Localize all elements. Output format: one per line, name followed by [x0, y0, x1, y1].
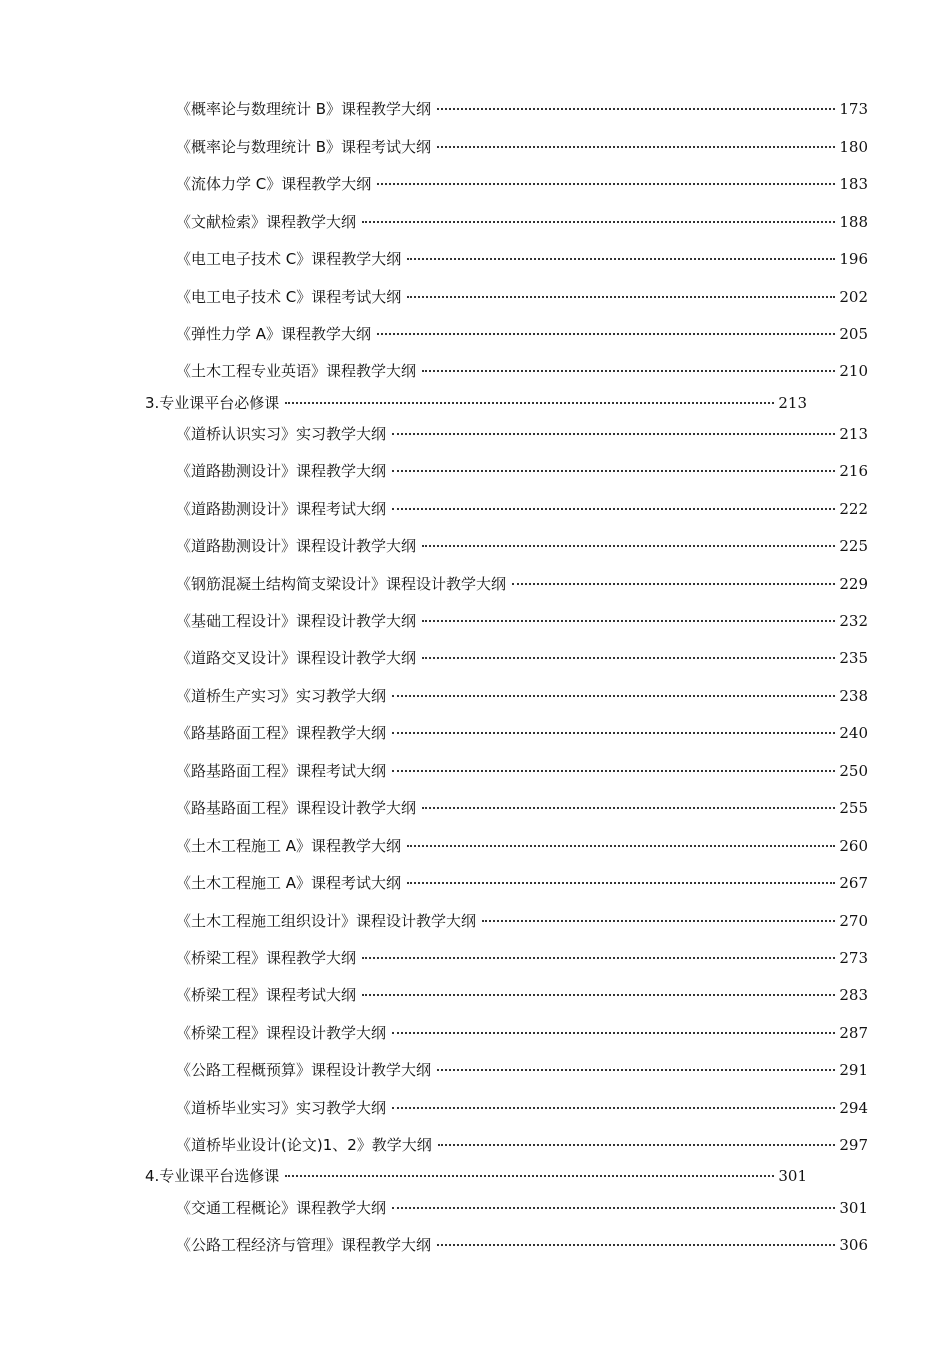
toc-entry-title: 《道桥毕业设计(论文)1、2》教学大纲: [176, 1136, 432, 1154]
toc-entry[interactable]: [176, 137, 868, 157]
toc-entry-page: 270: [839, 912, 868, 930]
dot-leader: [437, 1069, 835, 1071]
dot-leader: [392, 770, 835, 772]
toc-entry-page: 294: [839, 1099, 868, 1117]
toc-entry[interactable]: [176, 948, 868, 968]
toc-entry[interactable]: [176, 761, 868, 781]
toc-entry-title: 《公路工程经济与管理》课程教学大纲: [176, 1236, 432, 1254]
toc-entry[interactable]: [176, 536, 868, 556]
dot-leader: [392, 1032, 835, 1034]
toc-section-page: 213: [778, 394, 807, 412]
toc-entry-title: 《路基路面工程》课程考试大纲: [176, 762, 387, 780]
toc-entry[interactable]: [176, 798, 868, 818]
toc-entry[interactable]: [176, 686, 868, 706]
dot-leader: [422, 620, 835, 622]
toc-entry[interactable]: [176, 287, 868, 307]
toc-entry-page: 232: [839, 612, 868, 630]
toc-entry-page: 229: [839, 575, 868, 593]
toc-entry-title: 《桥梁工程》课程考试大纲: [176, 986, 357, 1004]
toc-entry-title: 《流体力学 C》课程教学大纲: [176, 175, 372, 193]
toc-entry[interactable]: [176, 648, 868, 668]
toc-entry-page: 235: [839, 649, 868, 667]
toc-entry[interactable]: [176, 873, 868, 893]
dot-leader: [422, 370, 835, 372]
toc-entry-page: 306: [839, 1236, 868, 1254]
dot-leader: [285, 402, 774, 404]
toc-entry-title: 《概率论与数理统计 B》课程考试大纲: [176, 138, 432, 156]
toc-entry-page: 250: [839, 762, 868, 780]
toc-entry-page: 180: [839, 138, 868, 156]
toc-entry-title: 《文献检索》课程教学大纲: [176, 213, 357, 231]
toc-entry-page: 267: [839, 874, 868, 892]
toc-entry-page: 283: [839, 986, 868, 1004]
toc-entry-title: 《道路交叉设计》课程设计教学大纲: [176, 649, 417, 667]
dot-leader: [377, 183, 835, 185]
toc-entry-title: 《弹性力学 A》课程教学大纲: [176, 325, 372, 343]
dot-leader: [407, 845, 835, 847]
toc-entry-title: 《道桥认识实习》实习教学大纲: [176, 425, 387, 443]
toc-entry-title: 《公路工程概预算》课程设计教学大纲: [176, 1061, 432, 1079]
dot-leader: [392, 470, 835, 472]
dot-leader: [285, 1175, 774, 1177]
toc-entry-page: 287: [839, 1024, 868, 1042]
toc-entry[interactable]: [176, 324, 868, 344]
dot-leader: [362, 957, 835, 959]
toc-entry-page: 205: [839, 325, 868, 343]
toc-entry-title: 《桥梁工程》课程教学大纲: [176, 949, 357, 967]
dot-leader: [392, 732, 835, 734]
toc-entry-title: 《交通工程概论》课程教学大纲: [176, 1199, 387, 1217]
toc-entry[interactable]: [176, 723, 868, 743]
toc-entry-title: 《土木工程专业英语》课程教学大纲: [176, 362, 417, 380]
toc-entry-title: 《道路勘测设计》课程教学大纲: [176, 462, 387, 480]
toc-entry-page: 260: [839, 837, 868, 855]
toc-section-title: 3.专业课平台必修课: [145, 394, 280, 412]
toc-entry[interactable]: [176, 1098, 868, 1118]
toc-entry-page: 202: [839, 288, 868, 306]
dot-leader: [422, 545, 835, 547]
toc-entry[interactable]: [176, 424, 868, 444]
toc-entry-page: 188: [839, 213, 868, 231]
toc-entry-page: 173: [839, 100, 868, 118]
toc-entry[interactable]: [176, 361, 868, 381]
toc-entry[interactable]: [176, 911, 868, 931]
dot-leader: [422, 807, 835, 809]
toc-entry-page: 210: [839, 362, 868, 380]
dot-leader: [392, 433, 835, 435]
toc-section-heading[interactable]: [145, 393, 807, 413]
dot-leader: [437, 146, 835, 148]
toc-entry-page: 240: [839, 724, 868, 742]
toc-entry-title: 《电工电子技术 C》课程考试大纲: [176, 288, 402, 306]
toc-entry[interactable]: [176, 99, 868, 119]
toc-entry-page: 183: [839, 175, 868, 193]
toc-entry-title: 《钢筋混凝土结构简支梁设计》课程设计教学大纲: [176, 575, 507, 593]
toc-entry[interactable]: [176, 1198, 868, 1218]
toc-entry-page: 301: [839, 1199, 868, 1217]
toc-entry-title: 《土木工程施工 A》课程教学大纲: [176, 837, 402, 855]
toc-entry-page: 273: [839, 949, 868, 967]
toc-entry[interactable]: [176, 461, 868, 481]
toc-entry[interactable]: [176, 985, 868, 1005]
toc-entry-page: 297: [839, 1136, 868, 1154]
toc-entry-page: 196: [839, 250, 868, 268]
toc-section-heading[interactable]: [145, 1166, 807, 1186]
dot-leader: [438, 1144, 836, 1146]
toc-entry[interactable]: [176, 1023, 868, 1043]
toc-entry-title: 《道路勘测设计》课程考试大纲: [176, 500, 387, 518]
dot-leader: [407, 296, 835, 298]
dot-leader: [407, 882, 835, 884]
toc-entry[interactable]: [176, 174, 868, 194]
toc-entry-title: 《路基路面工程》课程设计教学大纲: [176, 799, 417, 817]
toc-entry-title: 《道桥生产实习》实习教学大纲: [176, 687, 387, 705]
toc-entry[interactable]: [176, 1135, 868, 1155]
toc-entry[interactable]: [176, 212, 868, 232]
toc-entry-page: 213: [839, 425, 868, 443]
dot-leader: [377, 333, 835, 335]
toc-entry-title: 《概率论与数理统计 B》课程教学大纲: [176, 100, 432, 118]
dot-leader: [437, 108, 835, 110]
dot-leader: [512, 583, 835, 585]
toc-entry-page: 291: [839, 1061, 868, 1079]
toc-section-title: 4.专业课平台选修课: [145, 1167, 280, 1185]
toc-entry-page: 238: [839, 687, 868, 705]
dot-leader: [392, 1207, 835, 1209]
toc-entry[interactable]: [176, 1060, 868, 1080]
toc-entry[interactable]: [176, 574, 868, 594]
dot-leader: [392, 508, 835, 510]
toc-entry-page: 222: [839, 500, 868, 518]
toc-section-page: 301: [778, 1167, 807, 1185]
dot-leader: [407, 258, 835, 260]
toc-entry-page: 255: [839, 799, 868, 817]
dot-leader: [422, 657, 835, 659]
dot-leader: [437, 1244, 835, 1246]
toc-entry-title: 《路基路面工程》课程教学大纲: [176, 724, 387, 742]
toc-entry-title: 《道路勘测设计》课程设计教学大纲: [176, 537, 417, 555]
toc-entry-title: 《土木工程施工 A》课程考试大纲: [176, 874, 402, 892]
toc-entry[interactable]: [176, 249, 868, 269]
toc-entry-title: 《基础工程设计》课程设计教学大纲: [176, 612, 417, 630]
toc-entry-title: 《道桥毕业实习》实习教学大纲: [176, 1099, 387, 1117]
toc-entry[interactable]: [176, 1235, 868, 1255]
dot-leader: [392, 1107, 835, 1109]
toc-entry-page: 225: [839, 537, 868, 555]
toc-entry[interactable]: [176, 836, 868, 856]
toc-entry-title: 《土木工程施工组织设计》课程设计教学大纲: [176, 912, 477, 930]
dot-leader: [392, 695, 835, 697]
toc-entry-title: 《桥梁工程》课程设计教学大纲: [176, 1024, 387, 1042]
dot-leader: [362, 994, 835, 996]
dot-leader: [482, 920, 835, 922]
toc-entry-title: 《电工电子技术 C》课程教学大纲: [176, 250, 402, 268]
toc-entry-page: 216: [839, 462, 868, 480]
toc-entry[interactable]: [176, 499, 868, 519]
toc-entry[interactable]: [176, 611, 868, 631]
dot-leader: [362, 221, 835, 223]
